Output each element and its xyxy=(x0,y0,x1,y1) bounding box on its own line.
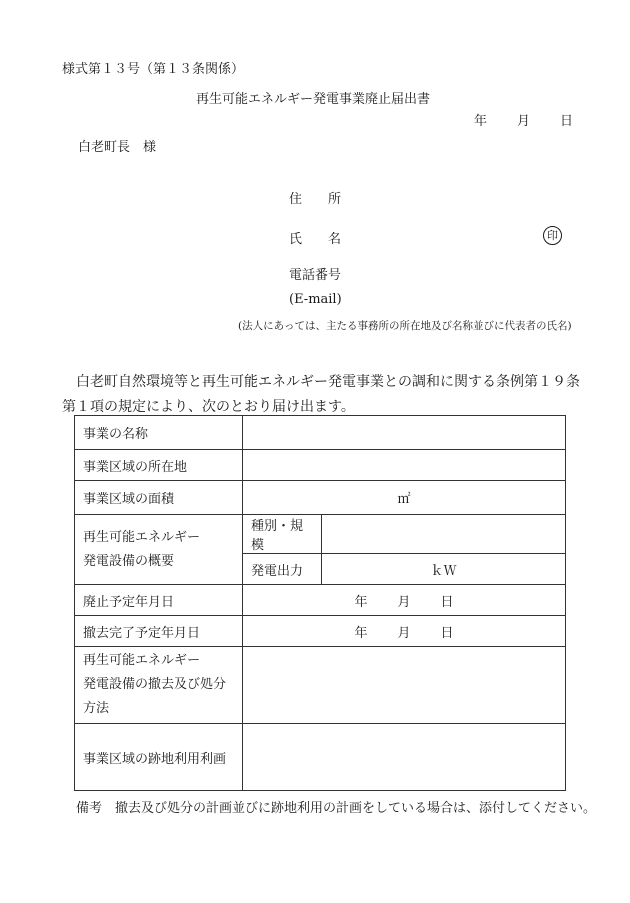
area-unit: ㎡ xyxy=(397,492,411,507)
table-row xyxy=(75,450,566,481)
removal-date-field[interactable] xyxy=(243,616,566,647)
disposal-method-field[interactable] xyxy=(243,647,566,724)
table-row xyxy=(75,585,566,616)
body-paragraph xyxy=(62,370,582,420)
location-field[interactable] xyxy=(243,450,566,481)
type-scale-field[interactable] xyxy=(322,515,566,554)
table-row xyxy=(75,515,566,554)
business-name-field[interactable] xyxy=(243,416,566,450)
output-field[interactable] xyxy=(322,554,566,585)
abolition-date-field[interactable] xyxy=(243,585,566,616)
remarks: 備考 撤去及び処分の計画並びに跡地利用の計画をしている場合は、添付してください。 xyxy=(76,801,597,816)
area-field[interactable] xyxy=(243,481,566,515)
table-row xyxy=(75,616,566,647)
site-plan-label: 事業区域の跡地利用利画 xyxy=(75,724,243,791)
table-row xyxy=(75,647,566,724)
disposal-line-2: 発電設備の撤去及び処分 xyxy=(83,677,227,692)
disposal-line-1: 再生可能エネルギー xyxy=(83,653,201,668)
form-number: 様式第１３号（第１３条関係） xyxy=(62,62,245,77)
facility-overview-line-2: 発電設備の概要 xyxy=(83,553,175,569)
facility-overview-label xyxy=(75,515,243,585)
type-scale-label: 種別・規模 xyxy=(243,515,322,554)
date-year: 年 xyxy=(474,114,488,129)
area-label: 事業区域の面積 xyxy=(75,481,243,515)
table-row xyxy=(75,416,566,450)
addressee: 白老町長 様 xyxy=(78,140,157,155)
applicant-phone-label: 電話番号 xyxy=(289,268,342,283)
ymd-day: 日 xyxy=(440,625,454,641)
disposal-line-3: 方法 xyxy=(83,701,110,716)
ymd-year: 年 xyxy=(354,625,368,641)
date-day: 日 xyxy=(560,114,574,129)
site-plan-field[interactable] xyxy=(243,724,566,791)
disposal-method-label xyxy=(75,647,243,724)
notification-table xyxy=(74,415,566,791)
submission-date xyxy=(474,110,573,129)
output-unit: ｋＷ xyxy=(430,563,457,579)
date-month: 月 xyxy=(517,114,531,129)
applicant-note: (法人にあっては、主たる事務所の所在地及び名称並びに代表者の氏名) xyxy=(238,320,572,332)
ymd-year: 年 xyxy=(354,594,368,610)
removal-date-label: 撤去完了予定年月日 xyxy=(75,616,243,647)
location-label: 事業区域の所在地 xyxy=(75,450,243,481)
applicant-name-label: 氏 名 xyxy=(289,232,342,247)
applicant-email-label: (E-mail) xyxy=(289,292,342,307)
applicant-address-label: 住 所 xyxy=(289,192,342,207)
ymd-day: 日 xyxy=(440,594,454,610)
body-text: 白老町自然環境等と再生可能エネルギー発電事業との調和に関する条例第１９条第１項の規定により、次のとおり届け出ます。 xyxy=(62,374,580,415)
document-title: 再生可能エネルギー発電事業廃止届出書 xyxy=(196,92,431,107)
ymd-month: 月 xyxy=(397,625,411,641)
business-name-label: 事業の名称 xyxy=(75,416,243,450)
ymd-month: 月 xyxy=(397,594,411,610)
facility-overview-line-1: 再生可能エネルギー xyxy=(83,529,201,545)
output-label: 発電出力 xyxy=(243,554,322,585)
abolition-date-label: 廃止予定年月日 xyxy=(75,585,243,616)
table-row xyxy=(75,481,566,515)
seal-mark: 印 xyxy=(543,226,562,245)
table-row xyxy=(75,724,566,791)
